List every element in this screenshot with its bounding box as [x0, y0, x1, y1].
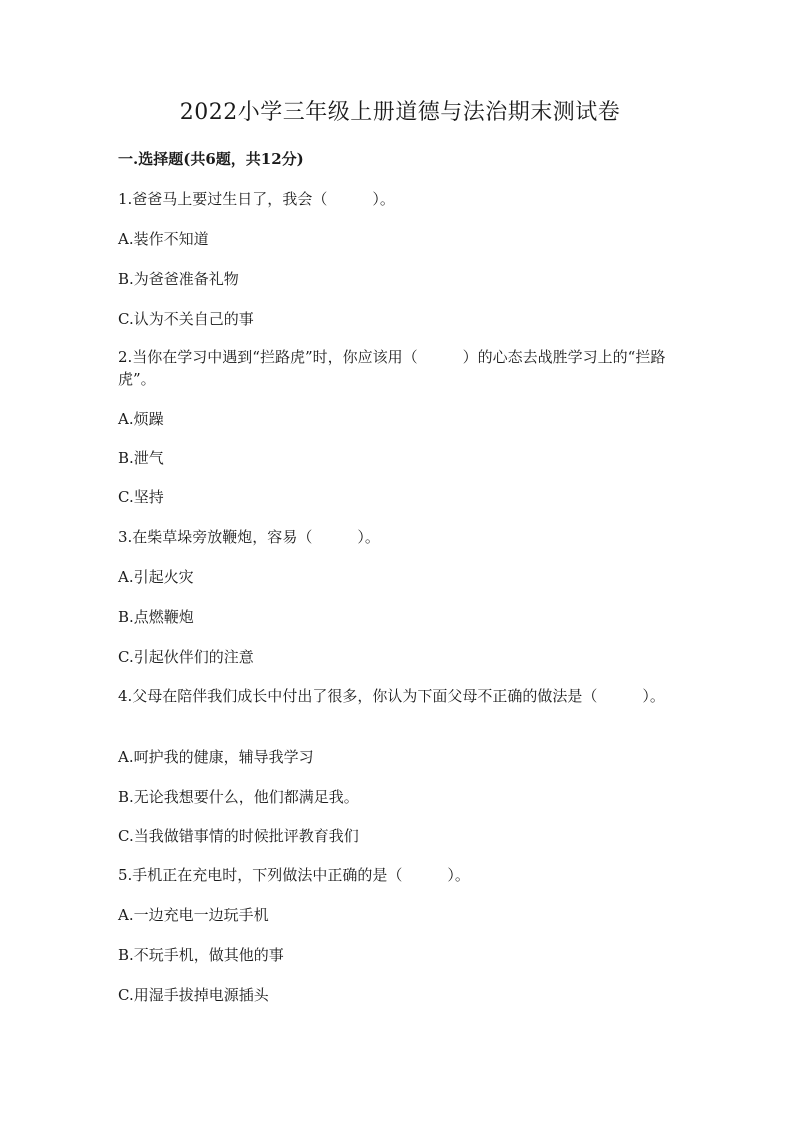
option-item: A.烦躁	[118, 410, 164, 428]
option-item: A.引起火灾	[118, 568, 194, 586]
option-item: C.用湿手拔掉电源插头	[118, 986, 269, 1004]
option-item: C.认为不关自己的事	[118, 310, 254, 328]
option-item: C.引起伙伴们的注意	[118, 648, 254, 666]
option-item: C.当我做错事情的时候批评教育我们	[118, 827, 359, 845]
question-text: 2.当你在学习中遇到“拦路虎”时，你应该用（ ）的心态去战胜学习上的“拦路虎”。	[118, 348, 666, 388]
option-item: C.坚持	[118, 488, 164, 506]
question-text: 3.在柴草垛旁放鞭炮，容易（ ）。	[118, 528, 380, 546]
option-item: A.呵护我的健康，辅导我学习	[118, 748, 314, 766]
question-text: 5.手机正在充电时，下列做法中正确的是（ ）。	[118, 866, 470, 884]
option-item: B.点燃鞭炮	[118, 608, 194, 626]
option-item: B.无论我想要什么，他们都满足我。	[118, 788, 359, 806]
option-item: B.泄气	[118, 449, 164, 467]
section-heading: 一.选择题(共6题，共12分)	[118, 150, 304, 168]
question-text: 1.爸爸马上要过生日了，我会（ ）。	[118, 190, 395, 208]
page-title: 2022小学三年级上册道德与法治期末测试卷	[179, 100, 621, 125]
option-item: A.装作不知道	[118, 230, 209, 248]
question-text: 4.父母在陪伴我们成长中付出了很多，你认为下面父母不正确的做法是（ ）。	[118, 687, 665, 705]
option-item: A.一边充电一边玩手机	[118, 906, 269, 924]
option-item: B.不玩手机，做其他的事	[118, 946, 284, 964]
option-item: B.为爸爸准备礼物	[118, 270, 239, 288]
